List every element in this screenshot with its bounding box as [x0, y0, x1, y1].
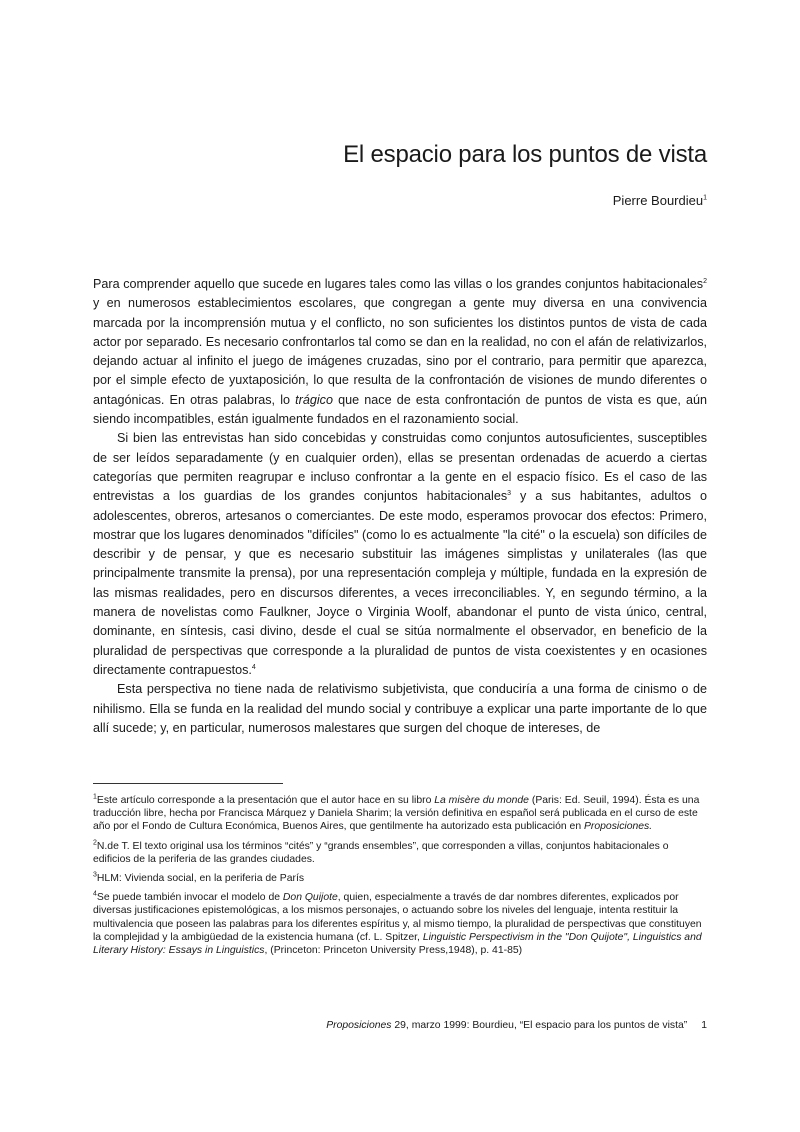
author-line	[613, 193, 707, 208]
footnote-ref[interactable]: 3	[507, 490, 512, 498]
paragraph-2: Si bien las entrevistas han sido concebidas y construidas como conjuntos autosuficientes, susceptibles de ser leídos separadamente (y en cualquier orden), ellas se presentan ordenadas de acuerdo a ciertas categorías que permiten reagrupar e incluso confrontar a la gente en el espacio físico. Es el caso de las entrevistas a los guardias de los grandes conjuntos habitacionales$^3$ y a sus habitantes, adultos o adolescentes, obreros, artesanos o comerciantes. De este modo, esperamos provocar dos efectos: Primero, mostrar que los lugares denominados "difíciles" (como lo es actualmente "la cité" o la escuela) son difíciles de describir y de pensar, y que es necesario substituir las imágenes simplistas y unilaterales (las que principalmente transmite la prensa), por una representación compleja y múltiple, fundada en la expresión de las mismas realidades, pero en discursos diferentes, a veces irreconciliables. Y, en segundo término, a la manera de novelistas como Faulkner, Joyce o Virginia Woolf, abandonar el punto de vista único, central, dominante, en síntesis, casi divino, desde el cual se sitúa normalmente el observador, en beneficio de la pluralidad de perspectivas que corresponde a la pluralidad de puntos de vista coexistentes y en ocasiones directamente contrapuestos.$^4$	[93, 431, 707, 677]
footnote-divider	[93, 783, 283, 784]
footnote-2: $^2$N.de T. El texto original usa los términos “cités” y “grands ensembles”, que corresponden a villas, conjuntos habitacionales o edificios de la periferia de las grandes ciudades.	[93, 839, 669, 865]
footnote-3: $^3$HLM: Vivienda social, en la periferia de París	[93, 871, 305, 885]
article-title: El espacio para los puntos de vista	[343, 141, 707, 168]
paragraph-1: Para comprender aquello que sucede en lugares tales como las villas o los grandes conjuntos habitacionales$^2$ y en numerosos establecimientos escolares, que congregan a gente muy diversa en una convivencia marcada por la incomprensión mutua y el conflicto, no son suficientes los distintos puntos de vista de cada actor por separado. Es necesario confrontarlos tal como se dan en la realidad, no con el afán de relativizarlos, dejando actuar al infinito el juego de imágenes cruzadas, sino por el contrario, para permitir que aparezca, por el simple efecto de yuxtaposición, lo que resulta de la confrontación de visiones de mundo diferentes o antagónicas. En otras palabras, lo trágico que nace de esta confrontación de puntos de vista es que, aún siendo incompatibles, están igualmente fundados en el razonamiento social.	[93, 277, 707, 427]
article-body	[93, 275, 707, 738]
footnote-ref[interactable]: 1	[703, 194, 707, 202]
emphasis-text: trágico	[295, 392, 333, 407]
footnote-ref[interactable]: 4	[251, 663, 256, 671]
footnote-ref[interactable]: 2	[703, 277, 707, 285]
page-number: 1	[701, 1020, 707, 1031]
footnote-1: $^1$Este artículo corresponde a la presentación que el autor hace en su libro La misère du monde (Paris: Ed. Seuil, 1994). Ésta es una traducción libre, hecha por Francisca Márquez y Daniela Sharim; la versión definitiva en español será publicada en el curso de este año por el Fondo de Cultura Económica, Buenos Aires, que gentilmente ha autorizado esta publicación en Proposiciones.	[93, 793, 700, 833]
author-name: Pierre Bourdieu	[612, 193, 704, 208]
footnotes	[93, 794, 707, 963]
paragraph-3: Esta perspectiva no tiene nada de relativismo subjetivista, que conduciría a una forma de cinismo o de nihilismo. Ella se funda en la realidad del mundo social y contribuye a explicar una parte importante de lo que allí sucede; y, en particular, numerosos malestares que surgen del choque de intereses, de	[93, 682, 707, 735]
journal-name: Proposiciones	[326, 1020, 392, 1031]
page-footer	[326, 1020, 707, 1031]
footnote-4: $^4$Se puede también invocar el modelo de Don Quijote, quien, especialmente a través de dar nombres diferentes, explicados por diversas justificaciones epistemológicas, a los mismos personajes, o actuando sobre los niveles del lenguaje, intenta restituir la multivalencia que poseen las palabras para los diferentes espíritus y, al mismo tiempo, la pluralidad de perspectivas que constituyen la complejidad y la ambigüedad de la existencia humana (cf. L. Spitzer, Linguistic Perspectivism in the "Don Quijote", Linguistics and Literary History: Essays in Linguistics, (Princeton: Princeton University Press,1948), p. 41-85)	[93, 890, 702, 957]
citation-text: 29, marzo 1999: Bourdieu, “El espacio para los puntos de vista”	[391, 1020, 688, 1031]
